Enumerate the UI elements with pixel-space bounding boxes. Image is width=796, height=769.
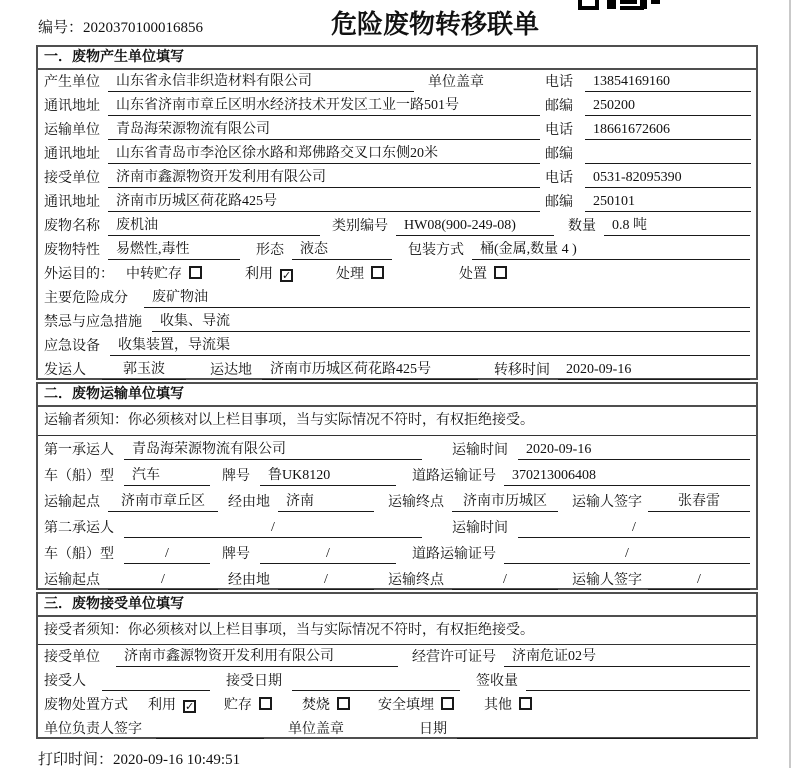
destination-value: 济南市历城区荷花路425号 [262, 361, 478, 380]
page-edge-line [789, 0, 791, 768]
quantity-value: 0.8 吨 [604, 217, 750, 236]
packing-value: 桶(金属,数量 4 ) [472, 241, 750, 260]
traits-value: 易燃性,毒性 [108, 241, 240, 260]
section-receive [36, 592, 758, 739]
receive-unit-value: 济南市鑫源物资开发利用有限公司 [116, 648, 398, 667]
endpoint-label: 运输终点 [388, 573, 444, 588]
vehicle-type-label: 车（船）型 [44, 469, 114, 484]
via-label: 经由地 [228, 495, 270, 510]
checkbox-disposal-incinerate [337, 697, 350, 710]
transport-time-label: 运输时间 [452, 521, 508, 536]
receive-unit-row [38, 645, 756, 669]
equipment-row [38, 334, 756, 358]
responsible-sign-value [156, 720, 264, 739]
transporter-value: 青岛海荣源物流有限公司 [108, 121, 540, 140]
checkbox-treat [371, 266, 384, 279]
disposal-option-utilize: 利用 ✓ [148, 698, 195, 713]
transporter-address-row [38, 142, 756, 166]
carrier-sign-value: 张春雷 [648, 493, 750, 512]
responsible-sign-label: 单位负责人签字 [44, 722, 142, 737]
via-value: / [278, 571, 374, 590]
hazard-row [38, 286, 756, 310]
zip-label: 邮编 [545, 99, 573, 114]
print-time-value: 2020-09-16 10:49:51 [113, 752, 241, 768]
license-value: 济南危证02号 [504, 648, 750, 667]
plate-label: 牌号 [222, 547, 250, 562]
checkbox-disposal-other [519, 697, 532, 710]
transporter-notice: 运输者须知：你必须核对以上栏目事项，当与实际情况不符时，有权拒绝接受。 [38, 407, 756, 436]
receiver-zip: 250101 [585, 193, 751, 212]
origin-label: 运输起点 [44, 573, 100, 588]
received-qty-label: 签收量 [476, 674, 518, 689]
disposal-option-storage: 贮存 [224, 696, 272, 715]
disposal-option-incinerate: 焚烧 [302, 696, 350, 715]
serial-label: 编号： [38, 20, 84, 36]
section-producer [36, 45, 758, 380]
checkbox-disposal-utilize: ✓ [185, 700, 195, 713]
phone-label: 电话 [545, 171, 573, 186]
endpoint-label: 运输终点 [388, 495, 444, 510]
category-value: HW08(900-249-08) [396, 217, 554, 236]
seal-label: 单位盖章 [288, 722, 344, 737]
waste-name-label: 废物名称 [44, 219, 100, 234]
vehicle-type-value: 汽车 [124, 467, 210, 486]
address-label: 通讯地址 [44, 195, 100, 210]
hazard-value: 废矿物油 [144, 289, 750, 308]
section1-title: 一．废物产生单位填写 [38, 47, 756, 70]
acceptor-value [102, 672, 210, 691]
permit-label: 道路运输证号 [412, 547, 496, 562]
vehicle2-row [38, 540, 756, 566]
equipment-label: 应急设备 [44, 339, 100, 354]
packing-label: 包装方式 [408, 243, 464, 258]
transporter-label: 运输单位 [44, 123, 100, 138]
receiver-address-row [38, 190, 756, 214]
received-qty-value [526, 672, 750, 691]
date-label: 日期 [419, 722, 447, 737]
permit-value: / [504, 545, 750, 564]
plate-value: / [260, 545, 396, 564]
receiver-address-value: 济南市历城区荷花路425号 [108, 193, 540, 212]
acceptor-row [38, 669, 756, 693]
page-title: 危险废物转移联单 [331, 10, 540, 39]
disposal-label: 废物处置方式 [44, 698, 128, 713]
serial-number [38, 16, 203, 37]
transporter-phone: 18661672606 [585, 121, 751, 140]
vehicle1-row [38, 462, 756, 488]
phone-label: 电话 [545, 123, 573, 138]
producer-value: 山东省永信非织造材料有限公司 [108, 73, 414, 92]
via-label: 经由地 [228, 573, 270, 588]
carrier-sign-label: 运输人签字 [572, 495, 642, 510]
purpose-label: 外运目的： [44, 267, 114, 282]
route2-row [38, 566, 756, 592]
taboo-value: 收集、导流 [152, 313, 750, 332]
quantity-label: 数量 [568, 219, 596, 234]
carrier-sign-label: 运输人签字 [572, 573, 642, 588]
producer-label: 产生单位 [44, 75, 100, 90]
accept-date-value [292, 672, 460, 691]
traits-label: 废物特性 [44, 243, 100, 258]
transport-time-value: 2020-09-16 [518, 441, 750, 460]
destination-label: 运达地 [210, 363, 252, 378]
endpoint-value: / [452, 571, 558, 590]
date-value [457, 720, 750, 739]
form-value: 液态 [292, 241, 392, 260]
permit-value: 370213006408 [504, 467, 750, 486]
carrier1-label: 第一承运人 [44, 443, 114, 458]
purpose-row [38, 262, 756, 286]
purpose-option-utilize: 利用 ✓ [245, 267, 292, 282]
endpoint-value: 济南市历城区 [452, 493, 558, 512]
receiver-phone: 0531-82095390 [585, 169, 751, 188]
hazard-label: 主要危险成分 [44, 291, 128, 306]
producer-address-row [38, 94, 756, 118]
checkbox-disposal-landfill [441, 697, 454, 710]
zip-label: 邮编 [545, 195, 573, 210]
transporter-zip [585, 145, 751, 164]
category-label: 类别编号 [332, 219, 388, 234]
checkbox-disposal-storage [259, 697, 272, 710]
vehicle-type-label: 车（船）型 [44, 547, 114, 562]
plate-value: 鲁UK8120 [260, 467, 396, 486]
taboo-label: 禁忌与应急措施 [44, 315, 142, 330]
signoff-row [38, 717, 756, 741]
transfer-time-label: 转移时间 [494, 363, 550, 378]
vehicle-type-value: / [124, 545, 210, 564]
serial-value: 2020370100016856 [83, 20, 204, 36]
license-label: 经营许可证号 [412, 650, 496, 665]
taboo-row [38, 310, 756, 334]
accept-date-label: 接受日期 [226, 674, 282, 689]
carrier2-row [38, 514, 756, 540]
zip-label: 邮编 [545, 147, 573, 162]
waste-traits-row [38, 238, 756, 262]
carrier1-row [38, 436, 756, 462]
carrier-sign-value: / [648, 571, 750, 590]
carrier1-value: 青岛海荣源物流有限公司 [124, 441, 422, 460]
purpose-option-dispose: 处置 [459, 265, 507, 284]
disposal-option-other: 其他 [484, 696, 532, 715]
receiver-row [38, 166, 756, 190]
disposal-option-landfill: 安全填埋 [378, 696, 454, 715]
waste-name-row [38, 214, 756, 238]
transporter-row [38, 118, 756, 142]
checkbox-utilize: ✓ [282, 269, 292, 282]
dispatcher-value: 郭玉波 [102, 361, 186, 380]
checkbox-dispose [494, 266, 507, 279]
section2-title: 二．废物运输单位填写 [38, 384, 756, 407]
address-label: 通讯地址 [44, 147, 100, 162]
origin-value: 济南市章丘区 [108, 493, 218, 512]
producer-address-value: 山东省济南市章丘区明水经济技术开发区工业一路501号 [108, 97, 540, 116]
transfer-time-value: 2020-09-16 [558, 361, 750, 380]
waste-name-value: 废机油 [108, 217, 320, 236]
seal-label: 单位盖章 [428, 75, 484, 90]
permit-label: 道路运输证号 [412, 469, 496, 484]
producer-phone: 13854169160 [585, 73, 751, 92]
via-value: 济南 [278, 493, 374, 512]
transport-time-value: / [518, 519, 750, 538]
equipment-value: 收集装置，导流渠 [110, 337, 750, 356]
producer-row [38, 70, 756, 94]
qr-finder-fragment [578, 0, 599, 10]
receiver-notice: 接受者须知：你必须核对以上栏目事项，当与实际情况不符时，有权拒绝接受。 [38, 617, 756, 645]
checkbox-transfer-storage [189, 266, 202, 279]
origin-label: 运输起点 [44, 495, 100, 510]
receiver-value: 济南市鑫源物资开发利用有限公司 [108, 169, 540, 188]
route1-row [38, 488, 756, 514]
transport-time-label: 运输时间 [452, 443, 508, 458]
phone-label: 电话 [545, 75, 573, 90]
origin-value: / [108, 571, 218, 590]
print-time-label: 打印时间： [38, 752, 114, 768]
acceptor-label: 接受人 [44, 674, 86, 689]
carrier2-label: 第二承运人 [44, 521, 114, 536]
form-label: 形态 [256, 243, 284, 258]
section-transport [36, 382, 758, 590]
receiver-label: 接受单位 [44, 171, 100, 186]
carrier2-value: / [124, 519, 422, 538]
print-time [38, 748, 240, 769]
dispatcher-label: 发运人 [44, 363, 86, 378]
dispatch-row [38, 358, 756, 382]
producer-zip: 250200 [585, 97, 751, 116]
purpose-option-treat: 处理 [336, 265, 384, 284]
address-label: 通讯地址 [44, 99, 100, 114]
section3-title: 三．废物接受单位填写 [38, 594, 756, 617]
receive-unit-label: 接受单位 [44, 650, 100, 665]
disposal-row [38, 693, 756, 717]
purpose-option-transfer-storage: 中转贮存 [126, 265, 202, 284]
transporter-address-value: 山东省青岛市李沧区徐水路和郑佛路交叉口东侧20米 [108, 145, 540, 164]
plate-label: 牌号 [222, 469, 250, 484]
qr-code-fragment [578, 0, 660, 10]
